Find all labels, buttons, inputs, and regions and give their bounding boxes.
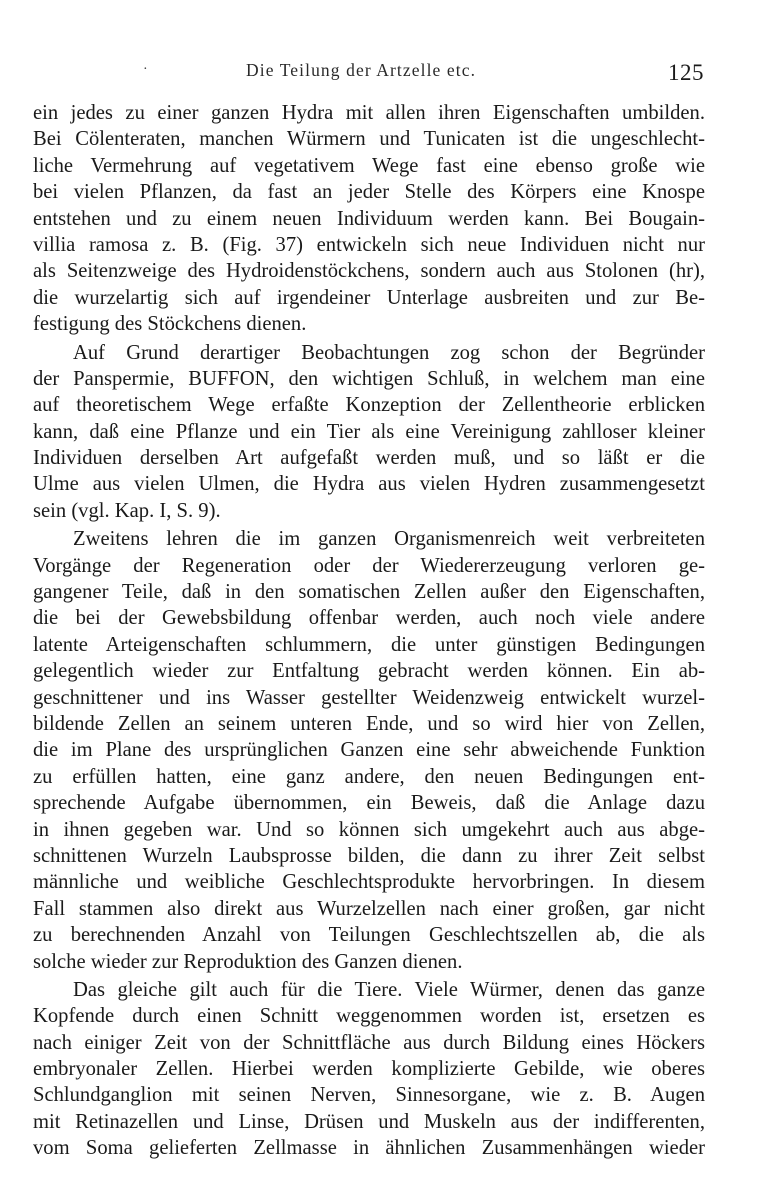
paragraph-start-line: Auf Grund derartiger Beobachtungen zog schon der Begründer: [73, 341, 705, 364]
text-line: in ihnen gegeben war. Und so können sich umgekehrt auch aus abge-: [33, 818, 705, 841]
text-line: sprechende Aufgabe übernommen, ein Beweis, daß die Anlage dazu: [33, 792, 705, 815]
text-line: Schlundganglion mit seinen Nerven, Sinnesorgane, wie z. B. Augen: [33, 1084, 705, 1107]
text-line: vom Soma gelieferten Zellmasse in ähnlichen Zusammenhängen wieder: [33, 1137, 705, 1160]
paragraph-start-line: Das gleiche gilt auch für die Tiere. Viele Würmer, denen das ganze: [73, 978, 705, 1001]
text-line: Vorgänge der Regeneration oder der Wiedererzeugung verloren ge-: [33, 554, 705, 577]
text-line: die wurzelartig sich auf irgendeiner Unterlage ausbreiten und zur Be-: [33, 286, 705, 309]
paragraph-start-line: Zweitens lehren die im ganzen Organismenreich weit verbreiteten: [73, 528, 705, 551]
text-line: als Seitenzweige des Hydroidenstöckchens, sondern auch aus Stolonen (hr),: [33, 260, 705, 283]
text-line: festigung des Stöckchens dienen.: [33, 313, 307, 336]
text-line: Ulme aus vielen Ulmen, die Hydra aus vielen Hydren zusammengesetzt: [33, 473, 705, 496]
text-line: männliche und weibliche Geschlechtsprodukte hervorbringen. In diesem: [33, 871, 705, 894]
header-dot: ·: [143, 62, 148, 77]
text-line: ein jedes zu einer ganzen Hydra mit allen ihren Eigenschaften umbilden.: [33, 102, 705, 124]
body-text: [33, 100, 705, 1162]
text-line: gangener Teile, daß in den somatischen Zellen außer den Eigenschaften,: [33, 581, 705, 604]
text-line: gelegentlich wieder zur Entfaltung gebracht werden können. Ein ab-: [33, 660, 705, 683]
text-line: bildende Zellen an seinem unteren Ende, und so wird hier von Zellen,: [33, 712, 705, 735]
text-line: nach einiger Zeit von der Schnittfläche aus durch Bildung eines Höckers: [33, 1031, 705, 1054]
text-line: bei vielen Pflanzen, da fast an jeder Stelle des Körpers eine Knospe: [33, 181, 705, 204]
text-line: sein (vgl. Kap. I, S. 9).: [33, 499, 221, 522]
page-number: 125: [668, 60, 704, 85]
text-line: Kopfende durch einen Schnitt weggenommen worden ist, ersetzen es: [33, 1005, 705, 1028]
text-line: liche Vermehrung auf vegetativem Wege fast eine ebenso große wie: [33, 154, 705, 177]
text-line: Individuen derselben Art aufgefaßt werden muß, und so läßt er die: [33, 447, 705, 470]
text-line: Fall stammen also direkt aus Wurzelzellen nach einer großen, gar nicht: [33, 897, 705, 920]
text-line: kann, daß eine Pflanze und ein Tier als eine Vereinigung zahlloser kleiner: [33, 420, 705, 443]
text-line: mit Retinazellen und Linse, Drüsen und Muskeln aus der indifferenten,: [33, 1110, 705, 1133]
text-line: solche wieder zur Reproduktion des Ganzen dienen.: [33, 950, 463, 973]
text-line: die im Plane des ursprünglichen Ganzen eine sehr abweichende Funktion: [33, 739, 705, 762]
text-line: entstehen und zu einem neuen Individuum werden kann. Bei Bougain-: [33, 207, 705, 230]
text-line: zu erfüllen hatten, eine ganz andere, den neuen Bedingungen ent-: [33, 765, 705, 788]
text-line: zu berechnenden Anzahl von Teilungen Geschlechtszellen ab, die als: [33, 924, 705, 947]
running-header: [0, 58, 765, 88]
text-line: auf theoretischem Wege erfaßte Konzeption der Zellentheorie erblicken: [33, 394, 705, 417]
text-line: Bei Cölenteraten, manchen Würmern und Tunicaten ist die ungeschlecht-: [33, 128, 705, 151]
text-line: villia ramosa z. B. (Fig. 37) entwickeln sich neue Individuen nicht nur: [33, 233, 705, 256]
text-line: der Panspermie, BUFFON, den wichtigen Schluß, in welchem man eine: [33, 367, 705, 390]
text-line: schnittenen Wurzeln Laubsprosse bilden, die dann zu ihrer Zeit selbst: [33, 844, 705, 867]
running-title: Die Teilung der Artzelle etc.: [246, 60, 477, 80]
text-line: latente Arteigenschaften schlummern, die unter günstigen Bedingungen: [33, 633, 705, 656]
text-line: die bei der Gewebsbildung offenbar werden, auch noch viele andere: [33, 607, 705, 630]
text-line: geschnittener und ins Wasser gestellter Weidenzweig entwickelt wurzel-: [33, 686, 705, 709]
text-line: embryonaler Zellen. Hierbei werden komplizierte Gebilde, wie oberes: [33, 1058, 705, 1081]
